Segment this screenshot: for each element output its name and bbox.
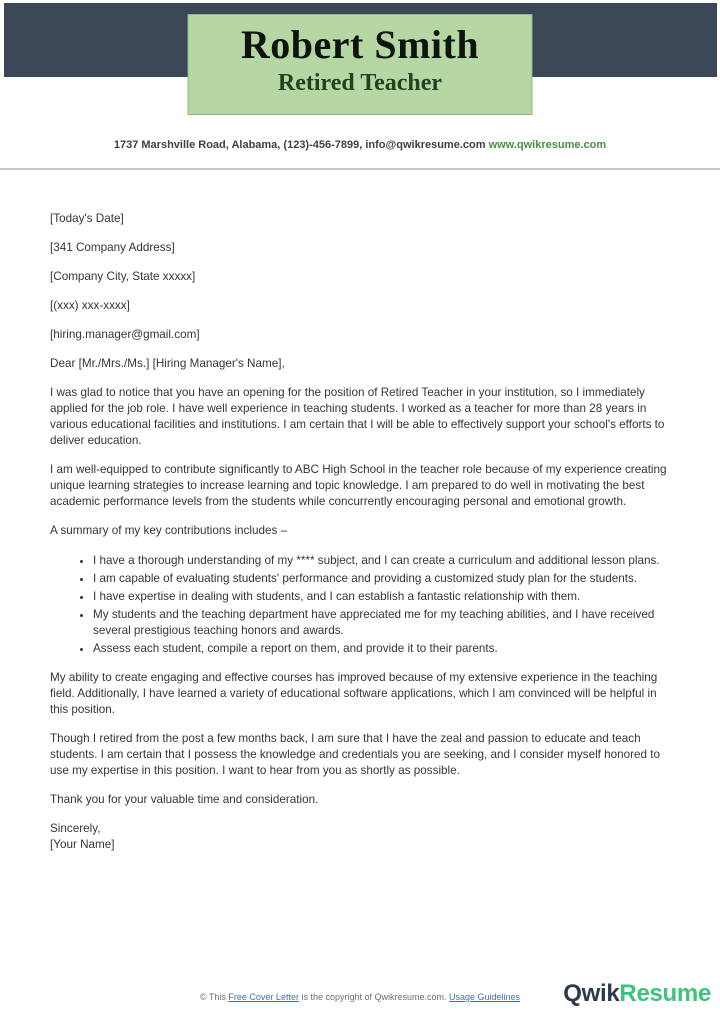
signature-block [50,821,668,853]
logo-text-qwik: Qwik [563,980,620,1007]
person-job-title: Retired Teacher [277,70,443,96]
copyright-text: is the copyright of Qwikresume.com. [298,992,450,1002]
paragraph-experience: My ability to create engaging and effective courses has improved because of my extensive experience in the teaching field. Additionally, I have learned a variety of educational software applications, which I am convinced will be helpful in this position. [50,671,658,716]
contact-text: 1737 Marshville Road, Alabama, (123)-456-7899, info@qwikresume.com [113,139,489,151]
name-card [188,14,533,115]
contact-line [0,139,720,151]
salutation: Dear [Mr./Mrs./Ms.] [Hiring Manager's Name], [50,357,285,370]
logo-text-resume: Resume [619,980,711,1007]
signature-placeholder: [Your Name] [50,838,115,851]
thank-you-line: Thank you for your valuable time and consideration. [50,793,319,806]
company-address-block [50,240,668,343]
header-divider [0,168,720,170]
list-item: • I have a thorough understanding of my **** subject, and I can create a curriculum and additional lesson plans. [93,553,668,569]
copyright-text: © This [199,992,229,1002]
list-item: • I am capable of evaluating students' performance and providing a customized study plan for the students. [93,571,668,587]
website-link[interactable]: www.qwikresume.com [488,139,607,151]
paragraph-opening: I was glad to notice that you have an opening for the position of Retired Teacher in your institution, so I immediately applied for the job role. I have well experience in teaching students. I worked as a teacher for more than 28 years in various educational facilities and institutions. I am certain that I will be able to effectively support your school's efforts to deliver education. [50,386,665,447]
footer-copyright [200,992,520,1002]
address-line: [(xxx) xxx-xxxx] [50,299,130,312]
qwikresume-logo[interactable] [563,980,711,1008]
free-cover-letter-link[interactable]: Free Cover Letter [228,992,299,1002]
person-name: Robert Smith [240,22,480,67]
list-item: • My students and the teaching department have appreciated me for my teaching abilities, and I have received several prestigious teaching honors and awards. [93,607,668,639]
letter-body [50,198,668,853]
list-item: • I have expertise in dealing with students, and I can establish a fantastic relationship with them. [93,589,668,605]
signoff: Sincerely, [50,822,101,835]
paragraph-closing: Though I retired from the post a few months back, I am sure that I have the zeal and passion to educate and teach students. I am certain that I possess the knowledge and credentials you are seeking, and I consider myself honored to use my expertise in this position. I want to hear from you as shortly as possible. [50,732,661,777]
usage-guidelines-link[interactable]: Usage Guidelines [449,992,521,1002]
date-placeholder: [Today's Date] [50,212,124,225]
address-line: [341 Company Address] [50,241,175,254]
summary-intro: A summary of my key contributions includes – [50,524,288,537]
list-item: • Assess each student, compile a report on them, and provide it to their parents. [93,641,668,657]
paragraph-qualifications: I am well-equipped to contribute significantly to ABC High School in the teacher role because of my experience creating unique learning strategies to increase learning and topic knowledge. I am prepared to do well in motivating the best academic performance levels from the students while concurrently encouraging personal and emotional growth. [50,463,667,508]
key-contributions-list [50,553,668,657]
address-line: [Company City, State xxxxx] [50,270,196,283]
address-line: [hiring.manager@gmail.com] [50,328,200,341]
